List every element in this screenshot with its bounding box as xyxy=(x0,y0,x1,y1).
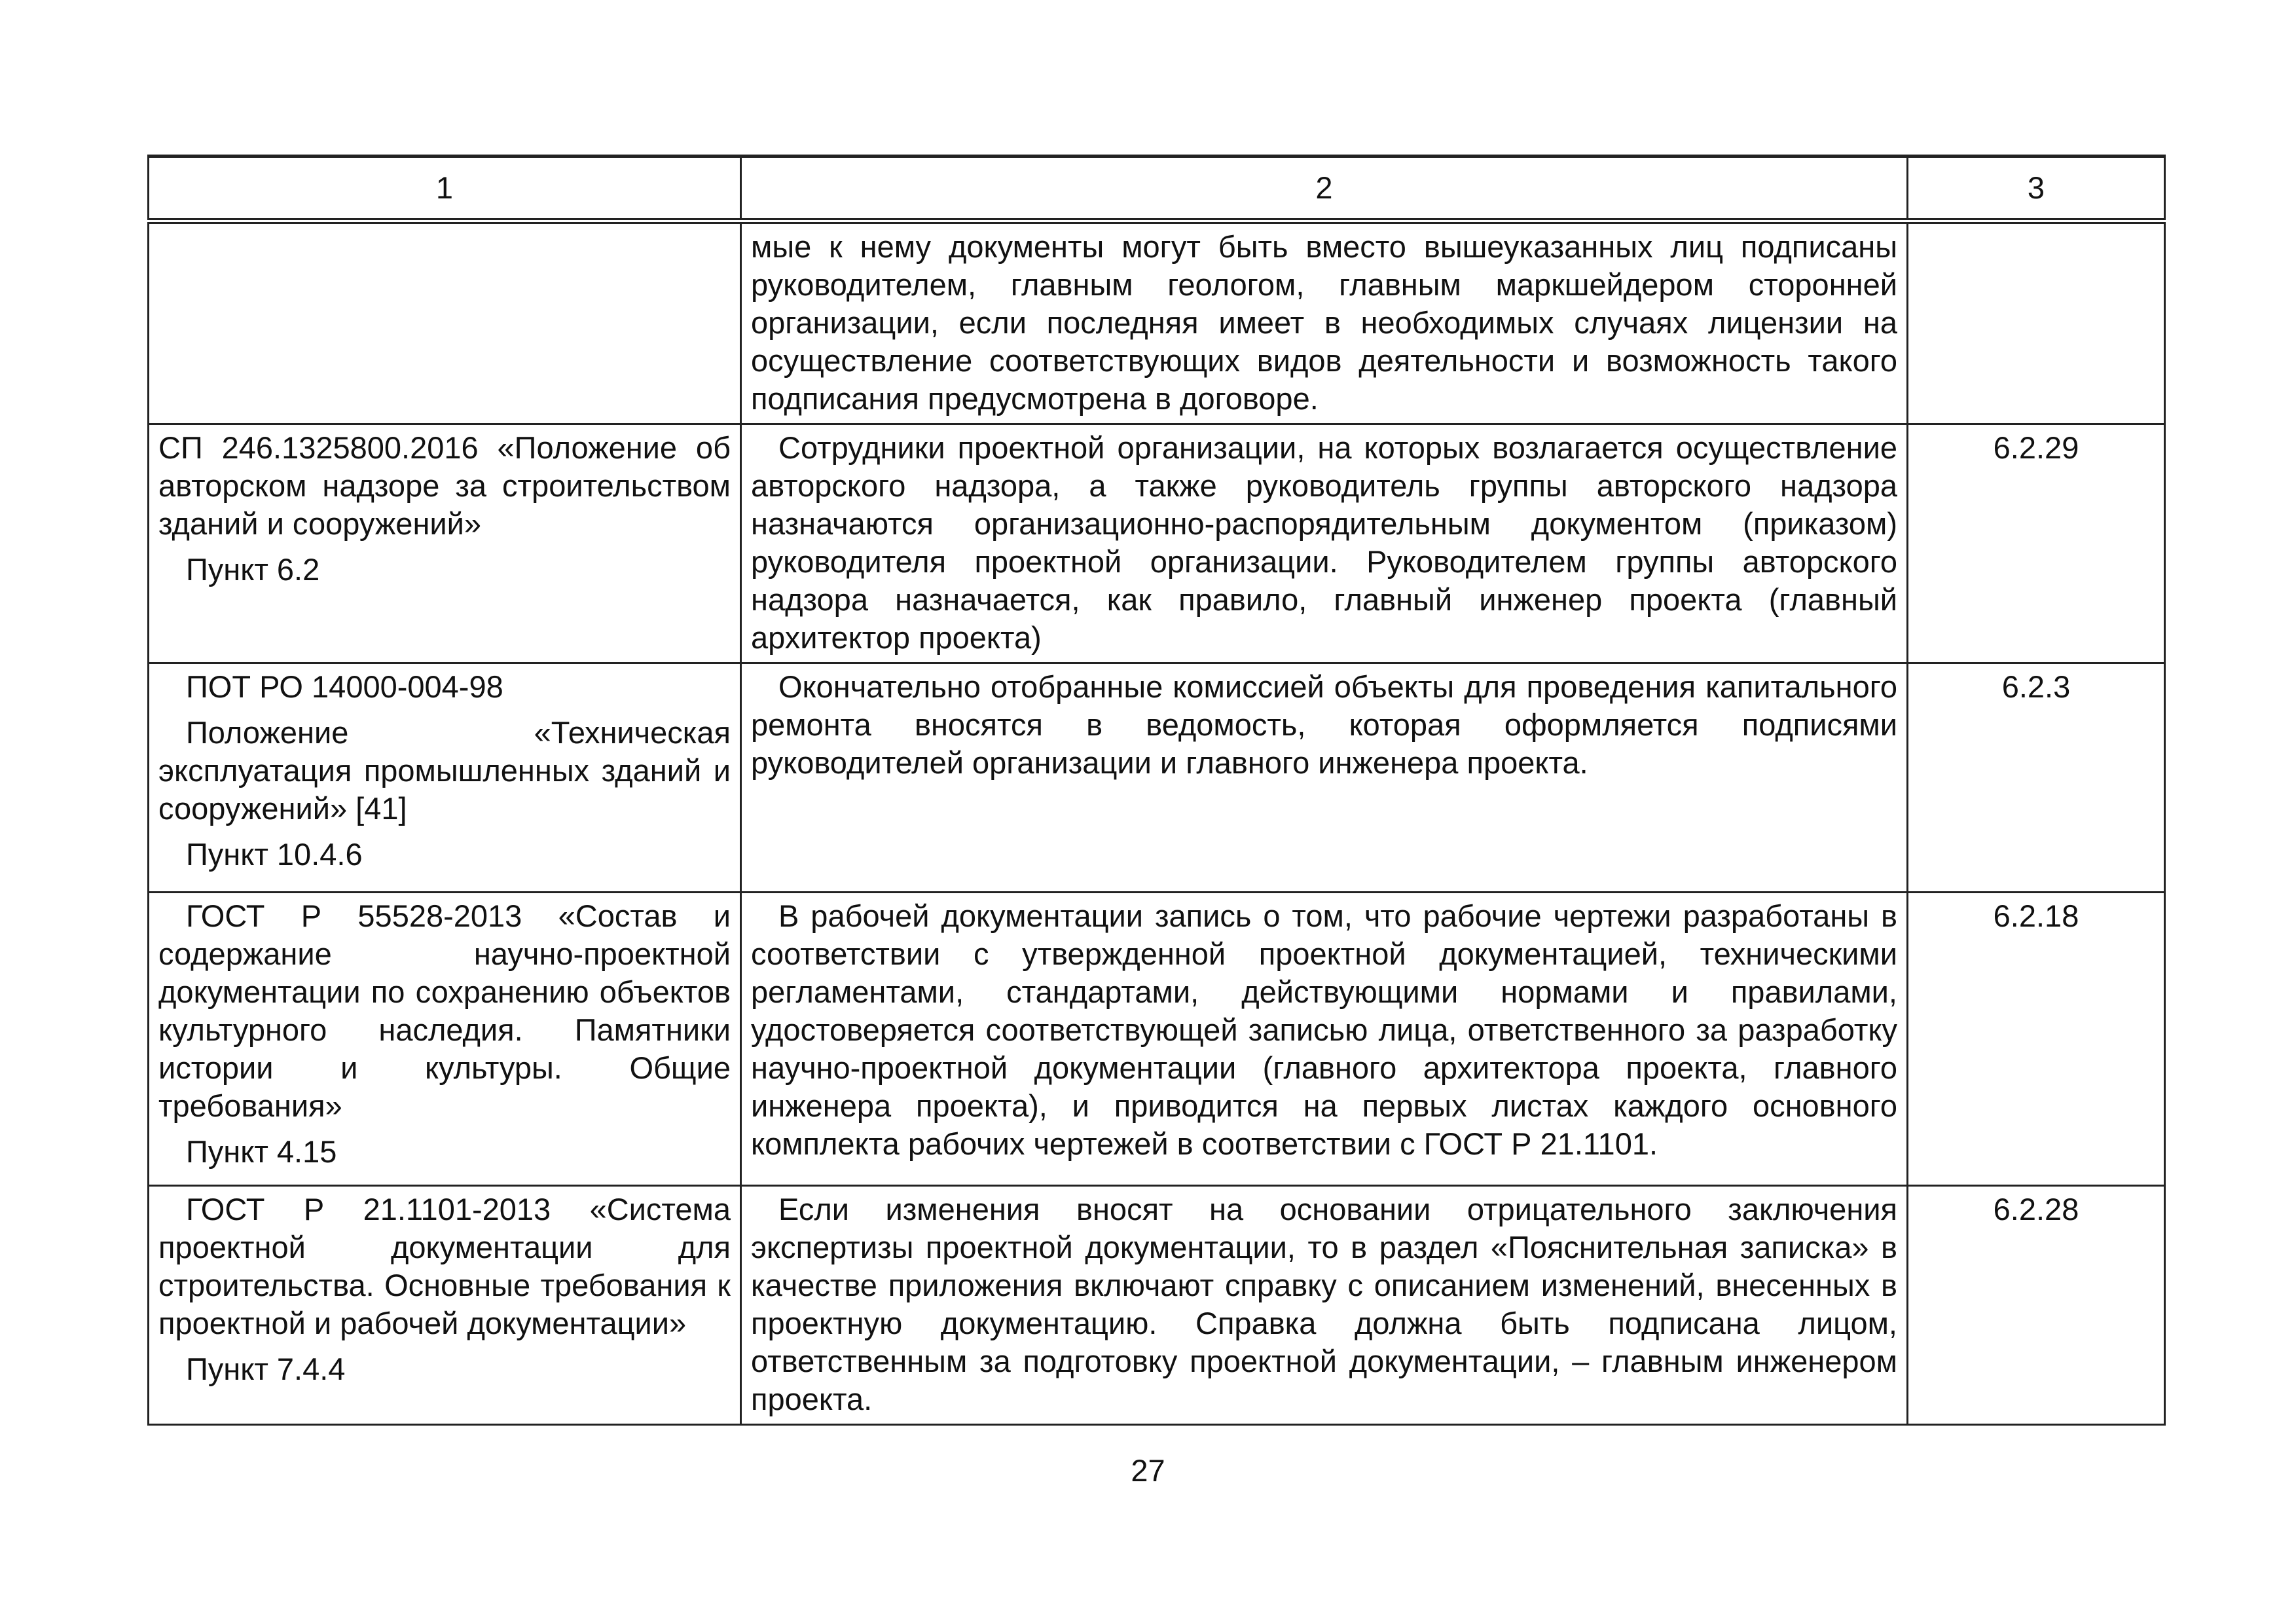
reference-item: Пункт 4.15 xyxy=(186,1134,337,1169)
table-row xyxy=(149,663,2165,893)
header-row xyxy=(149,157,2165,221)
reference-item: Пункт 7.4.4 xyxy=(186,1352,346,1386)
requirement-text: В рабочей документации запись о том, что рабочие чертежи разработаны в соответствии с утвержденной проектной документацией, техническими регламентами, стандартами, действующими нормами и правилами, удостоверяется соответствующей записью лица, ответственного за разработку научно-проектной документации (главного архитектора проекта, главного инженера проекта), и приводится на первых листах каждого основного комплекта рабочих чертежей в соответствии с ГОСТ Р 21.1101. xyxy=(751,898,1897,1161)
clause-number: 6.2.29 xyxy=(1993,430,2079,465)
clause-number: 6.2.18 xyxy=(1993,898,2079,933)
reference-title: ГОСТ Р 21.1101-2013 «Система проектной документации для строительства. Основные требования к проектной и рабочей документации» xyxy=(158,1192,731,1340)
table-row xyxy=(149,221,2165,424)
requirement-text: Окончательно отобранные комиссией объекты для проведения капитального ремонта вносятся в ведомость, которая оформляется подписями руководителей организации и главного инженера проекта. xyxy=(751,669,1897,780)
requirement-cell xyxy=(741,424,1908,663)
clause-number: 6.2.28 xyxy=(1993,1192,2079,1227)
clause-number-cell xyxy=(1908,663,2165,893)
requirement-text: Если изменения вносят на основании отрицательного заключения экспертизы проектной документации, то в раздел «Пояснительная записка» в качестве приложения включают справку с описанием изменений, внесенных в проектную документацию. Справка должна быть подписана лицом, ответственным за подготовку проектной документации, – главным инженером проекта. xyxy=(751,1192,1897,1416)
column-header-3: 3 xyxy=(1908,157,2165,221)
clause-number-cell xyxy=(1908,1186,2165,1425)
reference-cell xyxy=(149,663,741,893)
column-header-2: 2 xyxy=(741,157,1908,221)
reference-cell xyxy=(149,424,741,663)
reference-cell xyxy=(149,221,741,424)
reference-item: Пункт 6.2 xyxy=(186,552,320,587)
table-row xyxy=(149,424,2165,663)
reference-title: ГОСТ Р 55528-2013 «Состав и содержание научно-проектной документации по сохранению объектов культурного наследия. Памятники истории и культуры. Общие требования» xyxy=(158,898,731,1123)
requirement-cell xyxy=(741,663,1908,893)
page-number: 27 xyxy=(1131,1453,1165,1488)
table-row xyxy=(149,893,2165,1186)
column-header-1: 1 xyxy=(149,157,741,221)
requirement-cell xyxy=(741,1186,1908,1425)
reference-title: СП 246.1325800.2016 «Положение об авторском надзоре за строительством зданий и сооружений» xyxy=(158,430,731,541)
table-row xyxy=(149,1186,2165,1425)
requirement-text: Сотрудники проектной организации, на которых возлагается осуществление авторского надзора, а также руководитель группы авторского надзора назначаются организационно-распорядительным документом (приказом) руководителя проектной организации. Руководителем группы авторского надзора назначается, как правило, главный инженер проекта (главный архитектор проекта) xyxy=(751,430,1897,655)
clause-number-cell xyxy=(1908,221,2165,424)
requirement-cell xyxy=(741,221,1908,424)
reference-item: Пункт 10.4.6 xyxy=(186,837,363,872)
clause-number: 6.2.3 xyxy=(2001,669,2071,704)
regulation-table xyxy=(147,155,2166,1426)
reference-subtitle: Положение «Техническая эксплуатация промышленных зданий и сооружений» [41] xyxy=(158,715,731,826)
reference-cell xyxy=(149,1186,741,1425)
requirement-cell xyxy=(741,893,1908,1186)
reference-title: ПОТ РО 14000-004-98 xyxy=(186,669,503,704)
clause-number-cell xyxy=(1908,424,2165,663)
reference-cell xyxy=(149,893,741,1186)
requirement-text: мые к нему документы могут быть вместо вышеуказанных лиц подписаны руководителем, главным геологом, главным маркшейдером сторонней организации, если последняя имеет в необходимых случаях лицензии на осуществление соответствующих видов деятельности и возможность такого подписания предусмотрена в договоре. xyxy=(751,229,1897,416)
clause-number-cell xyxy=(1908,893,2165,1186)
